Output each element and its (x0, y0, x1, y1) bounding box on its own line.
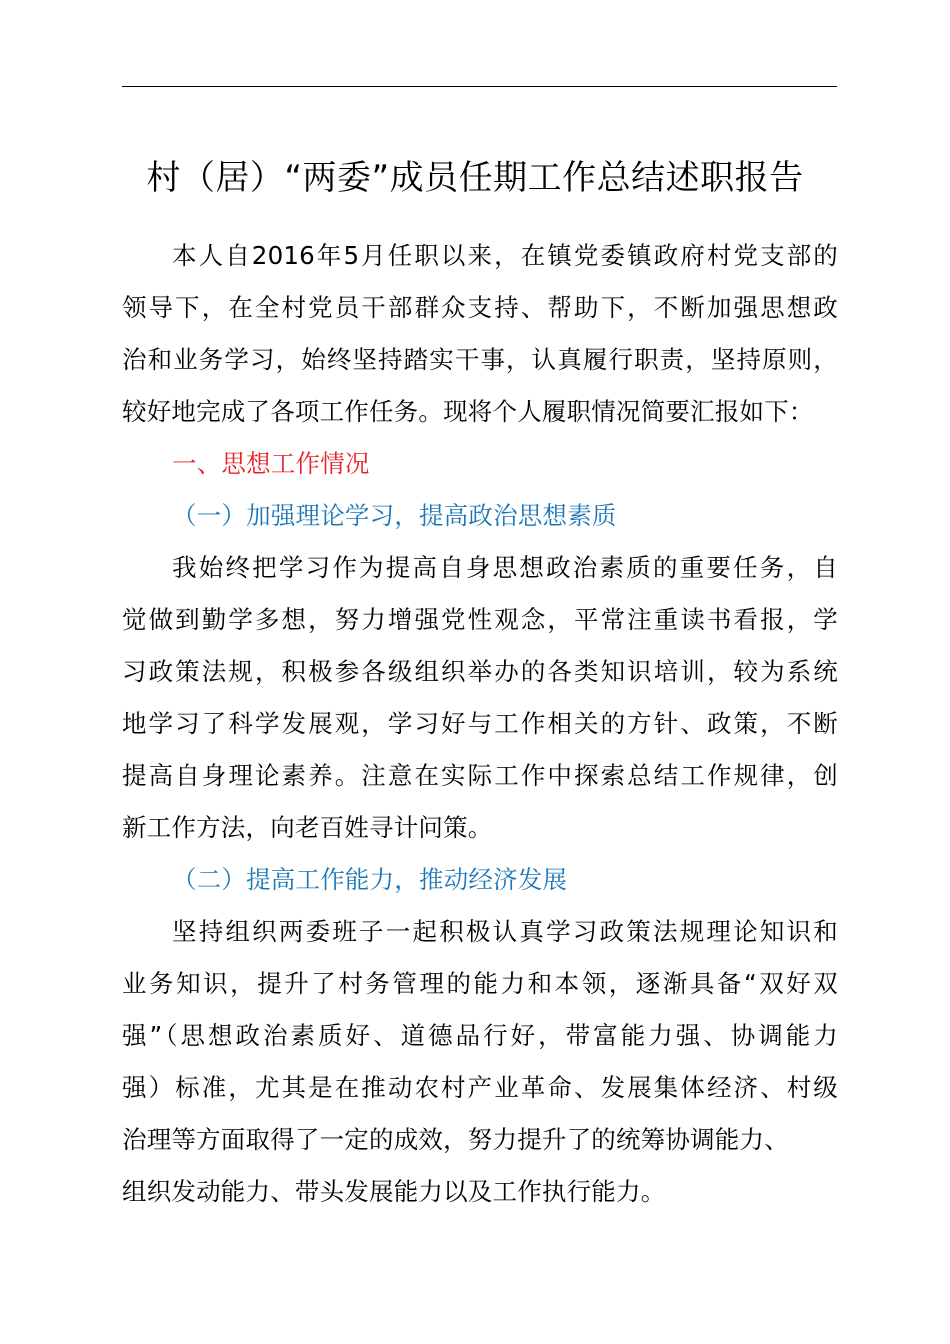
intro-line-3: 治和业务学习，始终坚持踏实干事，认真履行职责，坚持原则， (122, 345, 838, 374)
intro-line-1: 本人自2016年5月任职以来，在镇党委镇政府村党支部的 (172, 241, 838, 270)
para1-line-5: 提高自身理论素养。注意在实际工作中探索总结工作规律，创 (122, 761, 838, 790)
section-heading-1: 一、思想工作情况 (172, 449, 370, 478)
para2-line-5: 治理等方面取得了一定的成效，努力提升了的统筹协调能力、 (122, 1125, 789, 1154)
para1-line-4: 地学习了科学发展观，学习好与工作相关的方针、政策，不断 (122, 709, 838, 738)
para1-line-1: 我始终把学习作为提高自身思想政治素质的重要任务，自 (172, 553, 838, 582)
header-rule (122, 86, 837, 87)
para1-line-2: 觉做到勤学多想，努力增强党性观念，平常注重读书看报，学 (122, 605, 838, 634)
sub-heading-2: （二）提高工作能力，推动经济发展 (172, 865, 568, 894)
intro-line-2: 领导下，在全村党员干部群众支持、帮助下，不断加强思想政 (122, 293, 838, 322)
sub-heading-1: （一）加强理论学习，提高政治思想素质 (172, 501, 617, 530)
para1-line-3: 习政策法规，积极参各级组织举办的各类知识培训，较为系统 (122, 657, 838, 686)
para2-line-6: 组织发动能力、带头发展能力以及工作执行能力。 (122, 1177, 666, 1206)
para2-line-4: 强）标准，尤其是在推动农村产业革命、发展集体经济、村级 (122, 1073, 838, 1102)
para1-line-6: 新工作方法，向老百姓寻计问策。 (122, 813, 493, 842)
document-title: 村（居）“两委”成员任期工作总结述职报告 (146, 158, 804, 198)
para2-line-1: 坚持组织两委班子一起积极认真学习政策法规理论知识和 (172, 917, 838, 946)
para2-line-3: 强”（思想政治素质好、道德品行好，带富能力强、协调能力 (122, 1021, 838, 1050)
intro-line-4: 较好地完成了各项工作任务。现将个人履职情况简要汇报如下： (122, 397, 814, 426)
para2-line-2: 业务知识，提升了村务管理的能力和本领，逐渐具备“双好双 (122, 969, 838, 998)
